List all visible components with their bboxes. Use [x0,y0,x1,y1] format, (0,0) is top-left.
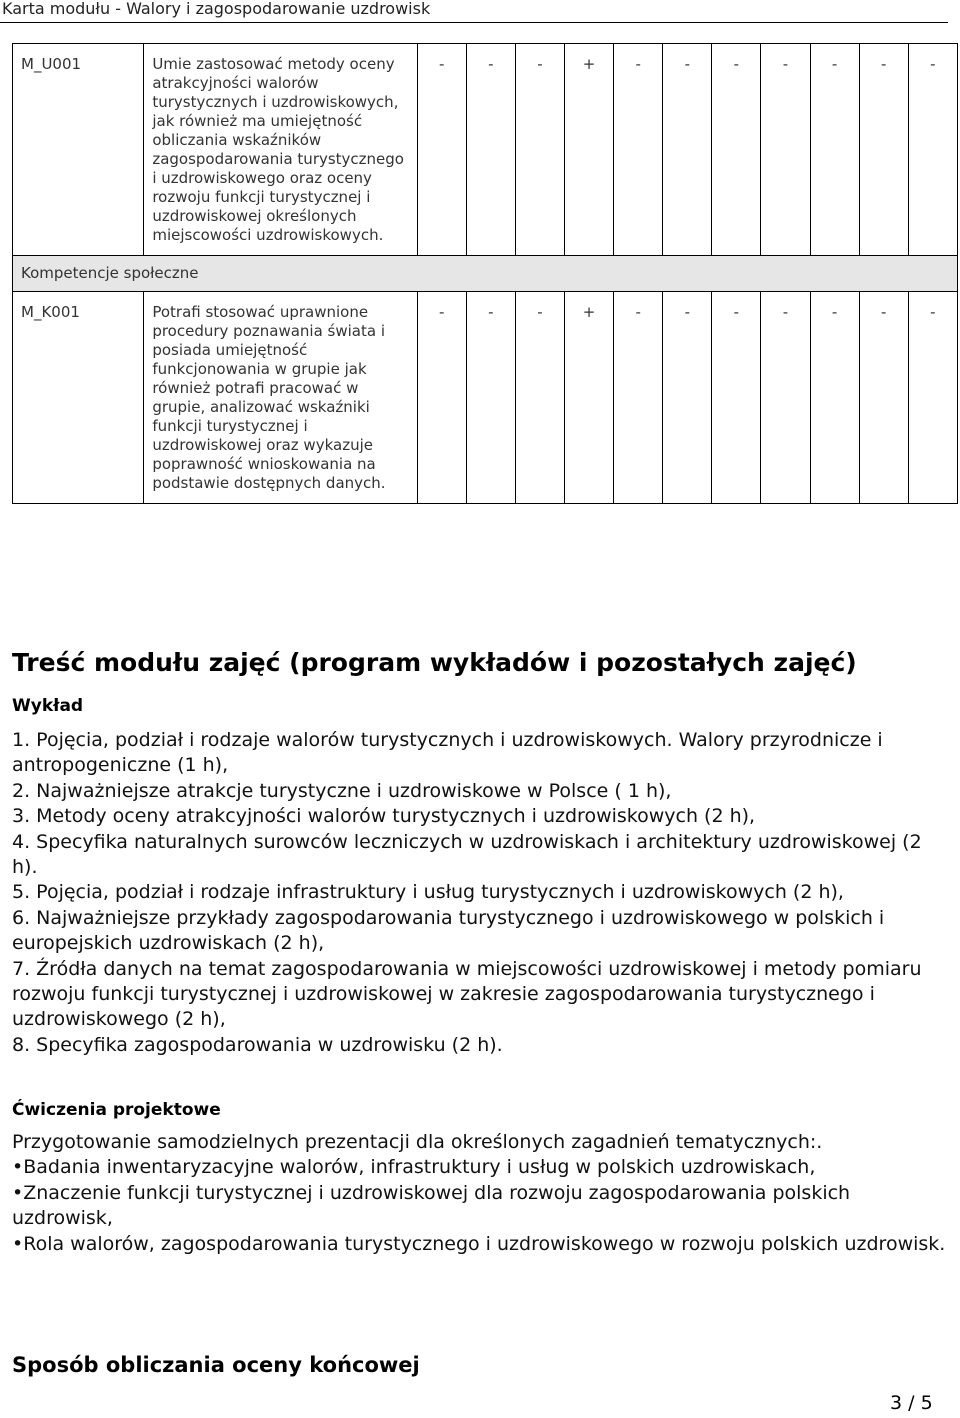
document-title: Karta modułu - Walory i zagospodarowanie uzdrowisk [2,0,431,18]
project-title: Ćwiczenia projektowe [12,1100,221,1120]
mark-cell: - [908,292,957,504]
outcome-code: M_K001 [13,292,144,504]
mark-cell: - [712,292,761,504]
mark-cell: - [908,44,957,256]
list-item [12,1155,948,1180]
mark-cell: + [565,44,614,256]
bullet-icon [12,1233,23,1255]
list-item: 7. Źródła danych na temat zagospodarowania w miejscowości uzdrowiskowej i metody pomiaru rozwoju funkcji turystycznej i uzdrowiskowej w zakresie zagospodarowania turystycznego i uzdrowiskowego (2 h), [12,957,922,1031]
outcome-description: Umie zastosować metody oceny atrakcyjności walorów turystycznych i uzdrowiskowych, jak również ma umiejętność obliczania wskaźników zagospodarowania turystycznego i uzdrowiskowego oraz oceny rozwoju funkcji turystycznej i uzdrowiskowej określonych miejscowości uzdrowiskowych. [144,44,417,256]
list-item: 2. Najważniejsze atrakcje turystyczne i uzdrowiskowe w Polsce ( 1 h), [12,779,672,802]
bullet-text: Rola walorów, zagospodarowania turystycznego i uzdrowiskowego w rozwoju polskich uzdrowisk. [23,1232,946,1255]
mark-cell: - [761,292,810,504]
mark-cell: - [466,44,515,256]
table-row [13,44,958,256]
list-item [12,1181,948,1232]
mark-cell: - [663,292,712,504]
list-item: 4. Specyfika naturalnych surowców leczniczych w uzdrowiskach i architektury uzdrowiskowej (2 h). [12,830,922,879]
bullet-icon [12,1182,23,1204]
mark-cell: + [565,292,614,504]
list-item: 5. Pojęcia, podział i rodzaje infrastruktury i usług turystycznych i uzdrowiskowych (2 h), [12,881,844,904]
section-label: Kompetencje społeczne [13,256,958,292]
mark-cell: - [515,44,564,256]
page-number: 3 / 5 [890,1392,933,1414]
mark-cell: - [515,292,564,504]
bullet-icon [12,1156,23,1178]
final-grade-title: Sposób obliczania oceny końcowej [12,1353,420,1377]
project-intro: Przygotowanie samodzielnych prezentacji dla określonych zagadnień tematycznych:. [12,1131,823,1153]
mark-cell: - [417,44,466,256]
section-row [13,256,958,292]
mark-cell: - [810,292,859,504]
table-row [13,292,958,504]
mark-cell: - [859,292,908,504]
mark-cell: - [663,44,712,256]
mark-cell: - [859,44,908,256]
mark-cell: - [761,44,810,256]
outcome-description: Potrafi stosować uprawnione procedury poznawania świata i posiada umiejętność funkcjonowania w grupie jak również potrafi pracować w grupie, analizować wskaźniki funkcji turystycznej i uzdrowiskowej oraz wykazuje poprawność wnioskowania na podstawie dostępnych danych. [144,292,417,504]
mark-cell: - [417,292,466,504]
list-item: 1. Pojęcia, podział i rodzaje walorów turystycznych i uzdrowiskowych. Walory przyrodnicze i antropogeniczne (1 h), [12,729,883,777]
list-item: 3. Metody oceny atrakcyjności walorów turystycznych i uzdrowiskowych (2 h), [12,805,756,828]
mark-cell: - [712,44,761,256]
lecture-list [12,728,948,1058]
list-item [12,1232,948,1257]
project-list [12,1130,948,1257]
outcome-code: M_U001 [13,44,144,256]
page-header [0,0,948,23]
mark-cell: - [614,44,663,256]
mark-cell: - [614,292,663,504]
learning-outcomes-table [12,43,958,504]
bullet-text: Badania inwentaryzacyjne walorów, infrastruktury i usług w polskich uzdrowiskach, [23,1156,816,1179]
mark-cell: - [810,44,859,256]
list-item: 6. Najważniejsze przykłady zagospodarowania turystycznego i uzdrowiskowego w polskich i europejskich uzdrowiskach (2 h), [12,906,885,955]
lecture-title: Wykład [12,696,84,716]
content-heading: Treść modułu zajęć (program wykładów i pozostałych zajęć) [12,648,857,677]
mark-cell: - [466,292,515,504]
bullet-text: Znaczenie funkcji turystycznej i uzdrowiskowej dla rozwoju zagospodarowania polskich uzdrowisk, [12,1181,851,1230]
list-item: 8. Specyfika zagospodarowania w uzdrowisku (2 h). [12,1033,503,1056]
